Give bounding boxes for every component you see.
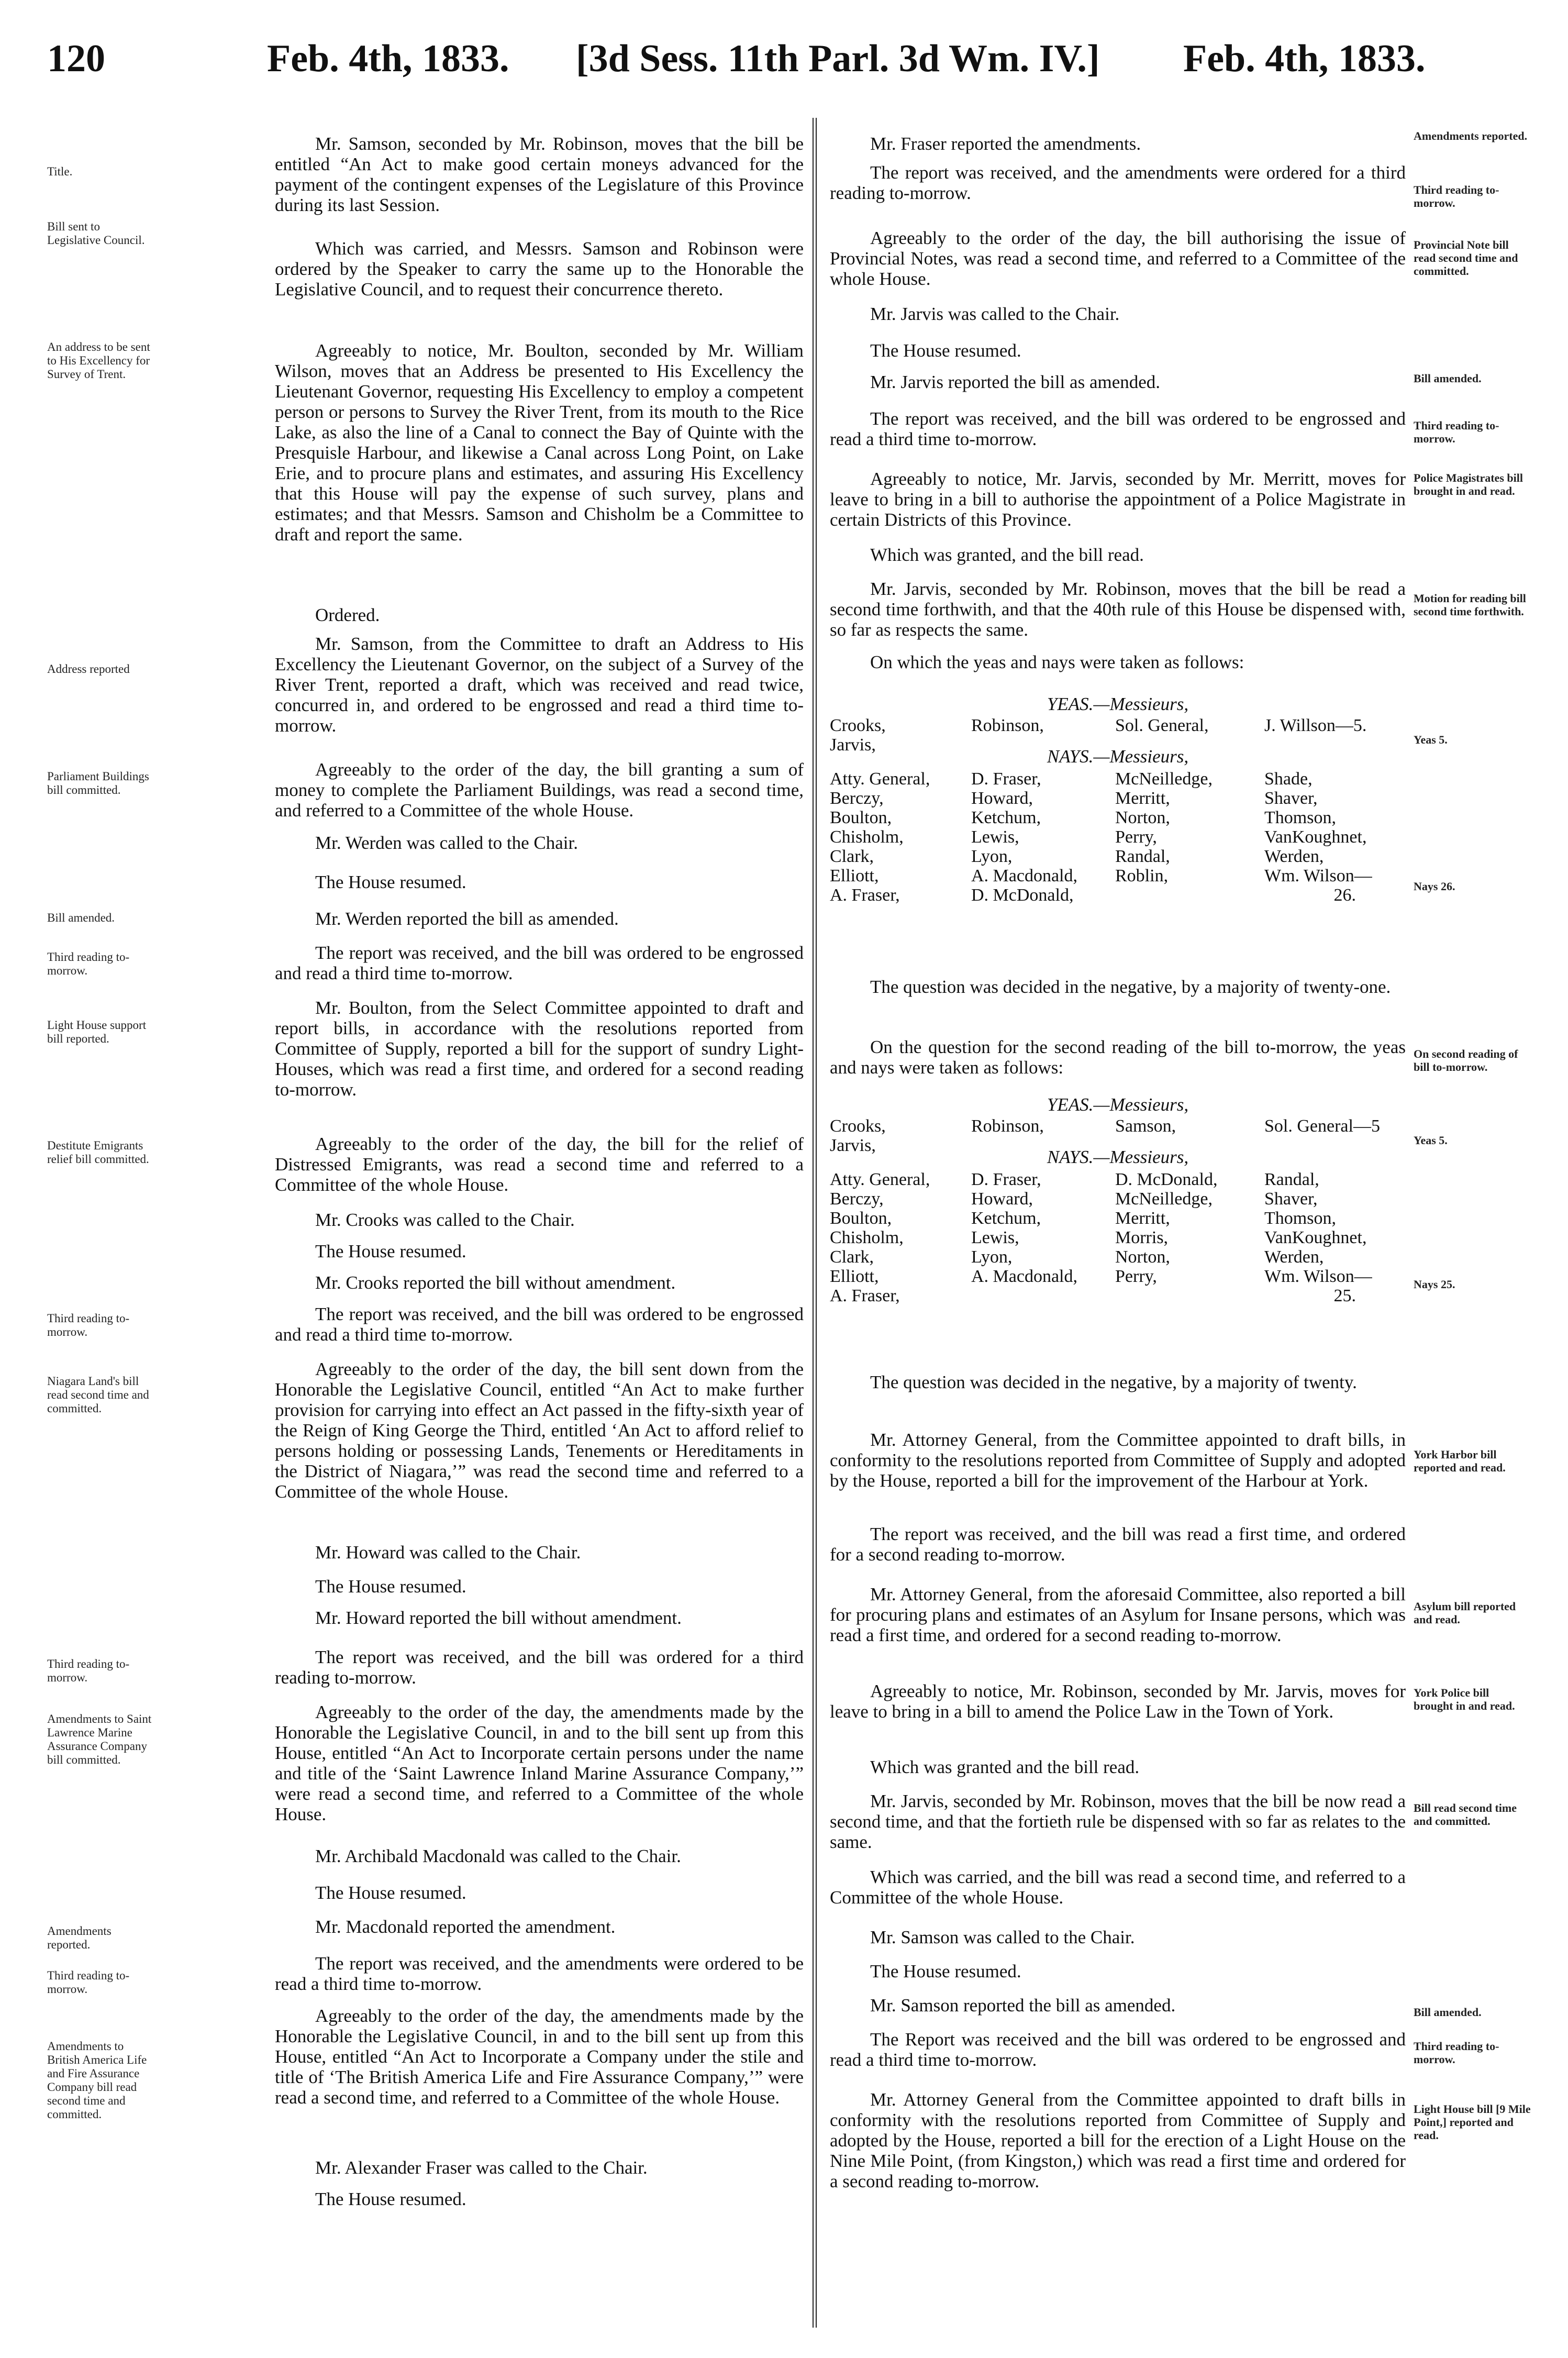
yea-member: Sol. General—5 [1264,1116,1380,1136]
nay-member: A. Macdonald, [971,866,1078,885]
margin-note: Amendments reported. [47,1924,112,1951]
nay-member: VanKoughnet, [1264,1228,1367,1247]
nay-member: Ketchum, [971,808,1041,827]
paragraph: Agreeably to notice, Mr. Robinson, seconded by Mr. Jarvis, moves for leave to bring in a bill to amend the Police Law in the Town of York. [830,1681,1406,1722]
nay-member: VanKoughnet, [1264,827,1367,847]
yea-member: Crooks, [830,1116,886,1136]
paragraph: The House resumed. [315,1576,466,1597]
nay-member: Elliott, [830,866,879,885]
nay-member: Perry, [1115,1267,1157,1286]
paragraph: Mr. Jarvis, seconded by Mr. Robinson, moves that the bill be read a second time forthwith, and that the 40th rule of this House be dispensed with, so far as respects the same. [830,579,1406,640]
paragraph: Mr. Samson reported the bill as amended. [870,1995,1176,2016]
margin-note: Destitute Emigrants relief bill committed. [47,1139,149,1166]
nay-member: Clark, [830,847,874,866]
yea-member: J. Willson—5. [1264,716,1367,735]
nay-member: McNeilledge, [1115,1189,1213,1209]
margin-note: Parliament Buildings bill committed. [47,770,149,796]
nay-member: A. Macdonald, [971,1267,1078,1286]
paragraph: Which was carried, and Messrs. Samson and Robinson were ordered by the Speaker to carry the same up to the Honorable the Legislative Council, and to request their concurrence thereto. [275,238,804,300]
column-divider [813,118,817,2328]
nay-member: Chisholm, [830,827,904,847]
nay-member: Lyon, [971,847,1013,866]
paragraph: Which was granted, and the bill read. [870,545,1144,565]
paragraph: Mr. Attorney General, from the aforesaid Committee, also reported a bill for procuring plans and estimates of an Asylum for Insane persons, which was read a first time, and ordered for a second reading to-morrow. [830,1584,1406,1645]
yea-member: Samson, [1115,1116,1176,1136]
margin-note: Address reported [47,662,130,676]
nay-member: Lyon, [971,1247,1013,1267]
paragraph: Agreeably to notice, Mr. Jarvis, seconded by Mr. Merritt, moves for leave to bring in a bill to authorise the appointment of a Police Magistrate in certain Districts of this Province. [830,469,1406,530]
margin-note: Niagara Land's bill read second time and committed. [47,1375,149,1415]
vote-2 [830,1094,1406,1305]
paragraph: Mr. Howard reported the bill without amendment. [315,1608,682,1628]
paragraph: Agreeably to the order of the day, the amendments made by the Honorable the Legislative Council, in and to the bill sent up from this House, entitled “An Act to Incorporate certain persons under the name and title of the ‘Saint Lawrence Inland Marine Assurance Company,’” were read a second time, and referred to a Committee of the whole House. [275,1702,804,1824]
paragraph: The House resumed. [315,872,466,892]
paragraph: The House resumed. [315,1883,466,1903]
margin-note: Asylum bill reported and read. [1414,1600,1516,1626]
paragraph: Mr. Alexander Fraser was called to the Chair. [315,2157,648,2178]
paragraph: Mr. Attorney General from the Committee appointed to draft bills in conformity with the resolutions reported from Committee of Supply and adopted by the House, reported a bill for the erection of a Light House on the Nine Mile Point, (from Kingston,) which was read a first time and ordered for a second reading to-morrow. [830,2089,1406,2191]
yea-member: Robinson, [971,1116,1044,1136]
yeas-heading: YEAS.—Messieurs, [1047,1094,1189,1115]
paragraph: The Report was received and the bill was ordered to be engrossed and read a third time to-morrow. [830,2029,1406,2070]
nay-member: Wm. Wilson— [1264,866,1372,885]
yeas-heading: YEAS.—Messieurs, [1047,694,1189,714]
nays-list [830,769,1406,905]
nay-member: Atty. General, [830,769,930,789]
nay-member: Merritt, [1115,1209,1170,1228]
paragraph: Mr. Archibald Macdonald was called to the Chair. [315,1846,681,1866]
page-number: 120 [47,37,105,80]
header-date-right: Feb. 4th, 1833. [1183,37,1426,80]
margin-note: Third reading to-morrow. [47,1657,130,1684]
paragraph: Mr. Macdonald reported the amendment. [315,1917,616,1937]
margin-note: Third reading to-morrow. [47,950,130,977]
paragraph: The House resumed. [315,2189,466,2209]
paragraph: The report was received, and the bill was ordered to be engrossed and read a third time to-morrow. [275,1304,804,1345]
paragraph: Agreeably to the order of the day, the bill granting a sum of money to complete the Parliament Buildings, was read a second time, and referred to a Committee of the whole House. [275,759,804,821]
paragraph: Agreeably to the order of the day, the bill for the relief of Distressed Emigrants, was read a second time and referred to a Committee of the whole House. [275,1134,804,1195]
paragraph: Mr. Jarvis was called to the Chair. [870,304,1120,324]
margin-note: Third reading to-morrow. [47,1969,130,1996]
margin-note: Light House support bill reported. [47,1019,147,1045]
nay-member: Perry, [1115,827,1157,847]
paragraph: The question was decided in the negative, by a majority of twenty. [870,1372,1357,1392]
paragraph: The report was received, and the bill was read a first time, and ordered for a second reading to-morrow. [830,1524,1406,1565]
margin-note: Title. [47,165,73,178]
margin-note: Bill amended. [1414,372,1482,385]
paragraph: The House resumed. [870,340,1021,361]
paragraph: The House resumed. [315,1241,466,1261]
yea-member: Jarvis, [830,1136,876,1155]
nay-member: 25. [1333,1286,1356,1305]
nays-list [830,1170,1406,1305]
paragraph: Agreeably to notice, Mr. Boulton, seconded by Mr. William Wilson, moves that an Address be presented to His Excellency the Lieutenant Governor, requesting His Excellency to employ a competent person or persons to Survey the River Trent, from its mouth to the Rice Lake, as also the line of a Canal to connect the Bay of Quinte with the Presquisle Harbour, and likewise a Canal across Long Point, on Lake Erie, and to procure plans and estimates, and assuring His Excellency that this House will pay the expense of such survey, plans and estimates; and that Messrs. Samson and Chisholm be a Committee to draft and report the same. [275,340,804,545]
margin-note: Amendments to Saint Lawrence Marine Assurance Company bill committed. [47,1712,152,1766]
paragraph: Mr. Samson, seconded by Mr. Robinson, moves that the bill be entitled “An Act to make good certain moneys advanced for the payment of the contingent expenses of the Legislature of this Province during its last Session. [275,134,804,215]
margin-note: Bill amended. [1414,2006,1482,2019]
nay-member: Werden, [1264,1247,1324,1267]
paragraph: Mr. Werden was called to the Chair. [315,833,578,853]
margin-note: Third reading to-morrow. [1414,419,1499,445]
nay-member: Werden, [1264,847,1324,866]
margin-note: Bill sent to Legislative Council. [47,220,145,247]
yea-member: Robinson, [971,716,1044,735]
margin-note: Nays 25. [1414,1278,1455,1291]
paragraph: Mr. Boulton, from the Select Committee appointed to draft and report bills, in accordance with the resolutions reported from Committee of Supply, reported a bill for the support of sundry Light-Houses, which was read a first time, and ordered for a second reading to-morrow. [275,998,804,1100]
paragraph: Agreeably to the order of the day, the bill authorising the issue of Provincial Notes, was read a second time, and referred to a Committee of the whole House. [830,228,1406,289]
nays-heading: NAYS.—Messieurs, [1047,746,1189,767]
nay-member: Chisholm, [830,1228,904,1247]
paragraph: Agreeably to the order of the day, the amendments made by the Honorable the Legislative Council, in and to the bill sent up from this House, entitled “An Act to Incorporate a Company under the stile and title of ‘The British America Life and Fire Assurance Company,’” were read a second time, and referred to a Committee of the whole House. [275,2006,804,2108]
margin-note: An address to be sent to His Excellency for Survey of Trent. [47,340,150,381]
margin-note: On second reading of bill to-morrow. [1414,1047,1518,1073]
nay-member: Shade, [1264,769,1313,789]
paragraph: Mr. Jarvis reported the bill as amended. [870,372,1161,392]
paragraph: Mr. Attorney General, from the Committee appointed to draft bills, in conformity to the resolutions reported from Committee of Supply and adopted by the House, reported a bill for the improvement of the Harbour at York. [830,1430,1406,1491]
paragraph: Mr. Fraser reported the amendments. [870,134,1141,154]
yea-member: Crooks, [830,716,886,735]
nay-member: D. McDonald, [971,885,1074,905]
nay-member: Berczy, [830,1189,884,1209]
yea-member [1264,1136,1406,1155]
paragraph: The report was received, and the bill was ordered to be engrossed and read a third time to-morrow. [830,408,1406,449]
nay-member [1115,885,1264,905]
nay-member: Roblin, [1115,866,1169,885]
nay-member: 26. [1333,885,1356,905]
running-header [47,37,1518,94]
margin-note: Bill amended. [47,911,115,924]
nay-member: Lewis, [971,827,1019,847]
header-date-left: Feb. 4th, 1833. [267,37,509,80]
paragraph: Mr. Howard was called to the Chair. [315,1542,581,1563]
paragraph: Agreeably to the order of the day, the bill sent down from the Honorable the Legislative Council, entitled “An Act to make further provision for carrying into effect an Act passed in the fifty-sixth year of the Reign of King George the Third, entitled ‘An Act to afford relief to persons holding or possessing Lands, Tenements or Hereditaments in the District of Niagara,’” was read the second time and referred to a Committee of the whole House. [275,1359,804,1502]
nay-member: Ketchum, [971,1209,1041,1228]
nay-member: Berczy, [830,789,884,808]
yea-member: Jarvis, [830,735,876,755]
margin-note: Motion for reading bill second time forthwith. [1414,592,1526,618]
paragraph: On the question for the second reading of the bill to-morrow, the yeas and nays were taken as follows: [830,1037,1406,1078]
nay-member: D. Fraser, [971,769,1041,789]
margin-note: Third reading to-morrow. [1414,2040,1499,2066]
margin-note: Light House bill [9 Mile Point,] reported and read. [1414,2102,1531,2142]
nay-member: Boulton, [830,808,892,827]
paragraph: On which the yeas and nays were taken as follows: [870,652,1244,672]
header-session: [3d Sess. 11th Parl. 3d Wm. IV.] [576,37,1100,80]
yea-member: Sol. General, [1115,716,1209,735]
paragraph: Mr. Crooks was called to the Chair. [315,1210,575,1230]
nay-member: Morris, [1115,1228,1169,1247]
nay-member: Thomson, [1264,1209,1336,1228]
nay-member: Norton, [1115,808,1170,827]
nay-member: Wm. Wilson— [1264,1267,1372,1286]
nay-member: Howard, [971,1189,1033,1209]
nay-member: D. McDonald, [1115,1170,1218,1189]
nay-member: Howard, [971,789,1033,808]
nay-member: Merritt, [1115,789,1170,808]
nay-member: Lewis, [971,1228,1019,1247]
nay-member: Thomson, [1264,808,1336,827]
margin-note: Provincial Note bill read second time and committed. [1414,238,1518,278]
margin-note: Amendments reported. [1414,129,1528,142]
paragraph: Mr. Jarvis, seconded by Mr. Robinson, moves that the bill be now read a second time, and that the fortieth rule be dispensed with so far as relates to the same. [830,1791,1406,1852]
nay-member: Randal, [1115,847,1170,866]
paragraph: Mr. Samson was called to the Chair. [870,1927,1135,1947]
nay-member: Atty. General, [830,1170,930,1189]
yea-member [1264,735,1406,755]
nay-member [971,1286,1115,1305]
nay-member: Randal, [1264,1170,1319,1189]
paragraph: The House resumed. [870,1961,1021,1981]
nay-member [1115,1286,1264,1305]
paragraph: Ordered. [315,605,380,625]
nays-heading: NAYS.—Messieurs, [1047,1147,1189,1167]
nay-member: Boulton, [830,1209,892,1228]
nay-member: A. Fraser, [830,1286,900,1305]
paragraph: Which was granted and the bill read. [870,1757,1140,1777]
paragraph: The report was received, and the amendments were ordered to be read a third time to-morrow. [275,1953,804,1994]
margin-note: York Police bill brought in and read. [1414,1686,1515,1712]
paragraph: The question was decided in the negative, by a majority of twenty-one. [870,977,1391,997]
margin-note: Nays 26. [1414,880,1455,893]
paragraph: Mr. Samson, from the Committee to draft an Address to His Excellency the Lieutenant Governor, on the subject of a Survey of the River Trent, reported a draft, which was received and read twice, concurred in, and ordered to be engrossed and read a third time to-morrow. [275,634,804,736]
margin-note: Police Magistrates bill brought in and read. [1414,471,1523,497]
margin-note: Amendments to British America Life and Fire Assurance Company bill read second time and committed. [47,2040,147,2121]
margin-note: York Harbor bill reported and read. [1414,1448,1506,1474]
margin-note: Third reading to-morrow. [1414,183,1499,209]
paragraph: The report was received, and the amendments were ordered for a third reading to-morrow. [830,162,1406,203]
nay-member: McNeilledge, [1115,769,1213,789]
paragraph: The report was received, and the bill was ordered to be engrossed and read a third time to-morrow. [275,943,804,983]
margin-note: Third reading to-morrow. [47,1312,130,1338]
nay-member: D. Fraser, [971,1170,1041,1189]
margin-note: Bill read second time and committed. [1414,1801,1517,1828]
vote-1 [830,694,1406,905]
nay-member: Shaver, [1264,789,1318,808]
nay-member: A. Fraser, [830,885,900,905]
nay-member: Elliott, [830,1267,879,1286]
margin-note: Yeas 5. [1414,1134,1448,1147]
nay-member: Shaver, [1264,1189,1318,1209]
nay-member: Norton, [1115,1247,1170,1267]
margin-note: Yeas 5. [1414,733,1448,746]
paragraph: Which was carried, and the bill was read a second time, and referred to a Committee of the whole House. [830,1867,1406,1908]
paragraph: Mr. Crooks reported the bill without amendment. [315,1272,676,1293]
paragraph: Mr. Werden reported the bill as amended. [315,909,619,929]
paragraph: The report was received, and the bill was ordered for a third reading to-morrow. [275,1647,804,1688]
nay-member: Clark, [830,1247,874,1267]
